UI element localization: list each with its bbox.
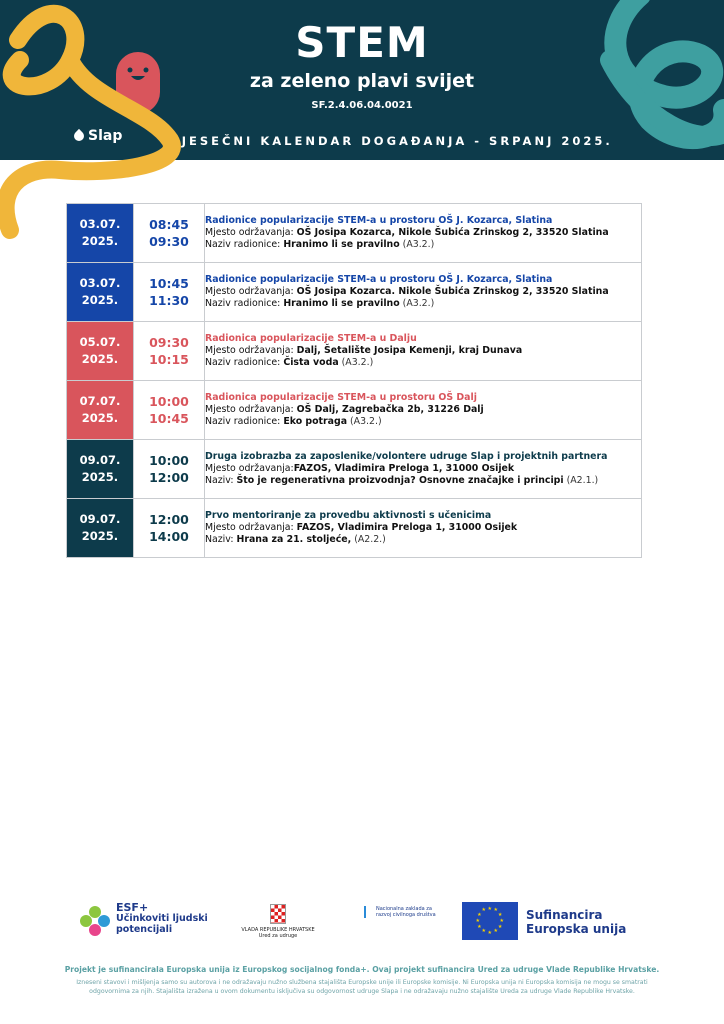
location-label: Mjesto održavanja: bbox=[205, 285, 297, 297]
event-day: 09.07. bbox=[79, 453, 121, 467]
event-time bbox=[134, 440, 205, 499]
event-end: 10:15 bbox=[149, 352, 189, 367]
event-day: 07.07. bbox=[79, 394, 121, 408]
eu-star-icon: ★ bbox=[497, 911, 503, 918]
event-details bbox=[205, 204, 642, 263]
event-end: 11:30 bbox=[149, 293, 189, 308]
table-row bbox=[67, 322, 642, 381]
event-day: 03.07. bbox=[79, 217, 121, 231]
event-time bbox=[134, 499, 205, 558]
event-time bbox=[134, 381, 205, 440]
eu-star-icon: ★ bbox=[477, 923, 482, 930]
eu-star-icon: ★ bbox=[499, 917, 504, 924]
event-year: 2025. bbox=[81, 234, 119, 248]
event-code: (A3.2.) bbox=[399, 239, 435, 251]
events-table bbox=[66, 203, 642, 558]
event-code: (A3.2.) bbox=[338, 357, 374, 369]
eu-star-icon: ★ bbox=[481, 907, 486, 914]
event-title: Prvo mentoriranje za provedbu aktivnosti s učenicima bbox=[205, 509, 492, 521]
vlada-name: VLADA REPUBLIKE HRVATSKE bbox=[241, 927, 315, 933]
event-details bbox=[205, 381, 642, 440]
table-row bbox=[67, 499, 642, 558]
eu-flag-icon bbox=[462, 902, 518, 940]
event-start: 10:00 bbox=[149, 453, 189, 468]
event-details bbox=[205, 499, 642, 558]
drop-icon bbox=[72, 129, 86, 143]
event-title: Druga izobrazba za zaposlenike/volontere udruge Slap i projektnih partnera bbox=[205, 450, 608, 462]
event-location: OŠ Josipa Kozarca, Nikole Šubića Zrinskog 2, 33520 Slatina bbox=[296, 226, 609, 238]
eu-star-icon: ★ bbox=[497, 923, 503, 930]
project-code: SF.2.4.06.04.0021 bbox=[311, 100, 413, 111]
event-day: 03.07. bbox=[79, 276, 121, 290]
event-date bbox=[67, 263, 134, 322]
location-label: Mjesto održavanja: bbox=[205, 521, 297, 533]
event-location: Dalj, Šetalište Josipa Kemenji, kraj Dunava bbox=[296, 344, 523, 356]
name-label: Naziv radionice: bbox=[205, 416, 284, 428]
page-title: STEM bbox=[295, 18, 429, 67]
event-name: Čista voda bbox=[283, 357, 339, 369]
esf-flower-icon bbox=[78, 904, 112, 938]
event-date bbox=[67, 204, 134, 263]
event-details bbox=[205, 263, 642, 322]
eu-star-icon: ★ bbox=[481, 927, 486, 934]
event-start: 10:00 bbox=[149, 394, 189, 409]
event-title: Radionica popularizacije STEM-a u prostoru OŠ Dalj bbox=[205, 391, 477, 403]
location-label: Mjesto održavanja: bbox=[205, 226, 297, 238]
event-day: 05.07. bbox=[79, 335, 121, 349]
event-time bbox=[134, 322, 205, 381]
event-end: 12:00 bbox=[149, 470, 189, 485]
brand-name: Slap bbox=[88, 128, 123, 144]
event-year: 2025. bbox=[81, 293, 119, 307]
table-row bbox=[67, 440, 642, 499]
event-year: 2025. bbox=[81, 411, 119, 425]
event-name: Hranimo li se pravilno bbox=[283, 298, 400, 310]
location-label: Mjesto održavanja: bbox=[205, 344, 297, 356]
event-details bbox=[205, 440, 642, 499]
event-location: FAZOS, Vladimira Preloga 1, 31000 Osijek bbox=[293, 462, 515, 474]
eu-star-icon: ★ bbox=[493, 927, 498, 934]
eu-star-icon: ★ bbox=[487, 905, 492, 912]
event-year: 2025. bbox=[81, 352, 119, 366]
name-label: Naziv radionice: bbox=[205, 357, 284, 369]
event-name: Hranimo li se pravilno bbox=[283, 239, 400, 251]
eu-star-icon: ★ bbox=[477, 911, 482, 918]
table-row bbox=[67, 381, 642, 440]
eu-star-icon: ★ bbox=[493, 907, 498, 914]
event-end: 09:30 bbox=[149, 234, 189, 249]
esf-subtitle: Učinkoviti ljudski potencijali bbox=[116, 913, 208, 935]
sponsor-logos bbox=[0, 896, 724, 950]
slap-logo bbox=[74, 128, 122, 144]
name-label: Naziv radionice: bbox=[205, 239, 284, 251]
name-label: Naziv: bbox=[205, 475, 237, 487]
funding-notice: Projekt je sufinancirala Europska unija iz Europskog socijalnog fonda+. Ovaj projekt sufinancira Ured za udruge Vlade Republike Hrvatske. bbox=[64, 965, 660, 974]
croatian-coat-of-arms-icon bbox=[270, 904, 286, 924]
event-date bbox=[67, 381, 134, 440]
event-start: 10:45 bbox=[149, 276, 189, 291]
esf-title: ESF+ bbox=[116, 901, 149, 914]
table-row bbox=[67, 263, 642, 322]
event-end: 14:00 bbox=[149, 529, 189, 544]
event-name: Eko potraga bbox=[283, 416, 348, 428]
event-code: (A2.2.) bbox=[351, 534, 386, 546]
event-name: Što je regenerativna proizvodnja? Osnovne značajke i principi bbox=[236, 475, 564, 487]
name-label: Naziv: bbox=[205, 534, 237, 546]
location-label: Mjesto održavanja: bbox=[205, 403, 297, 415]
event-title: Radionice popularizacije STEM-a u prostoru OŠ J. Kozarca, Slatina bbox=[205, 214, 553, 226]
event-code: (A3.2.) bbox=[347, 416, 382, 428]
event-code: (A2.1.) bbox=[563, 475, 599, 487]
event-date bbox=[67, 499, 134, 558]
event-year: 2025. bbox=[81, 529, 119, 543]
event-start: 09:30 bbox=[149, 335, 189, 350]
calendar-title: MJESEČNI KALENDAR DOGAĐANJA - SRPANJ 2025. bbox=[167, 134, 613, 148]
header-banner bbox=[0, 0, 724, 160]
event-start: 08:45 bbox=[149, 217, 189, 232]
event-location: OŠ Josipa Kozarca. Nikole Šubića Zrinskog 2, 33520 Slatina bbox=[296, 285, 609, 297]
event-title: Radionice popularizacije STEM-a u prostoru OŠ J. Kozarca, Slatina bbox=[205, 273, 553, 285]
disclaimer: Izneseni stavovi i mišljenja samo su autorova i ne odražavaju nužno službena stajališta Europske unije ili Europske komisije. Ni Europska unija ni Europska komisija ne mogu se smatrati odgovornima za njih. Stajališta izražena u ovom dokumentu isključiva su odgovornost udruge Slapa i ne odražavaju nužno stajalište Ureda za udruge Vlade Republike Hrvatske. bbox=[76, 979, 648, 995]
location-label: Mjesto održavanja: bbox=[205, 462, 294, 474]
event-date bbox=[67, 322, 134, 381]
page-subtitle: za zeleno plavi svijet bbox=[249, 70, 475, 92]
table-row bbox=[67, 204, 642, 263]
event-location: OŠ Dalj, Zagrebačka 2b, 31226 Dalj bbox=[296, 403, 484, 415]
event-code: (A3.2.) bbox=[399, 298, 435, 310]
eu-star-icon: ★ bbox=[475, 917, 480, 924]
eu-star-icon: ★ bbox=[487, 929, 492, 936]
nzrcd-logo: Nacionalna zaklada za razvoj civilnoga društva bbox=[364, 906, 436, 918]
event-date bbox=[67, 440, 134, 499]
event-location: FAZOS, Vladimira Preloga 1, 31000 Osijek bbox=[296, 521, 518, 533]
event-details bbox=[205, 322, 642, 381]
event-time bbox=[134, 204, 205, 263]
event-day: 09.07. bbox=[79, 512, 121, 526]
event-time bbox=[134, 263, 205, 322]
event-end: 10:45 bbox=[149, 411, 189, 426]
event-name: Hrana za 21. stoljeće, bbox=[236, 534, 352, 546]
vlada-logo bbox=[238, 904, 318, 939]
event-title: Radionica popularizacije STEM-a u Dalju bbox=[205, 332, 417, 344]
name-label: Naziv radionice: bbox=[205, 298, 284, 310]
eu-text: Sufinancira Europska unija bbox=[526, 908, 627, 936]
event-year: 2025. bbox=[81, 470, 119, 484]
vlada-office: Ured za udruge bbox=[258, 933, 298, 939]
event-start: 12:00 bbox=[149, 512, 189, 527]
